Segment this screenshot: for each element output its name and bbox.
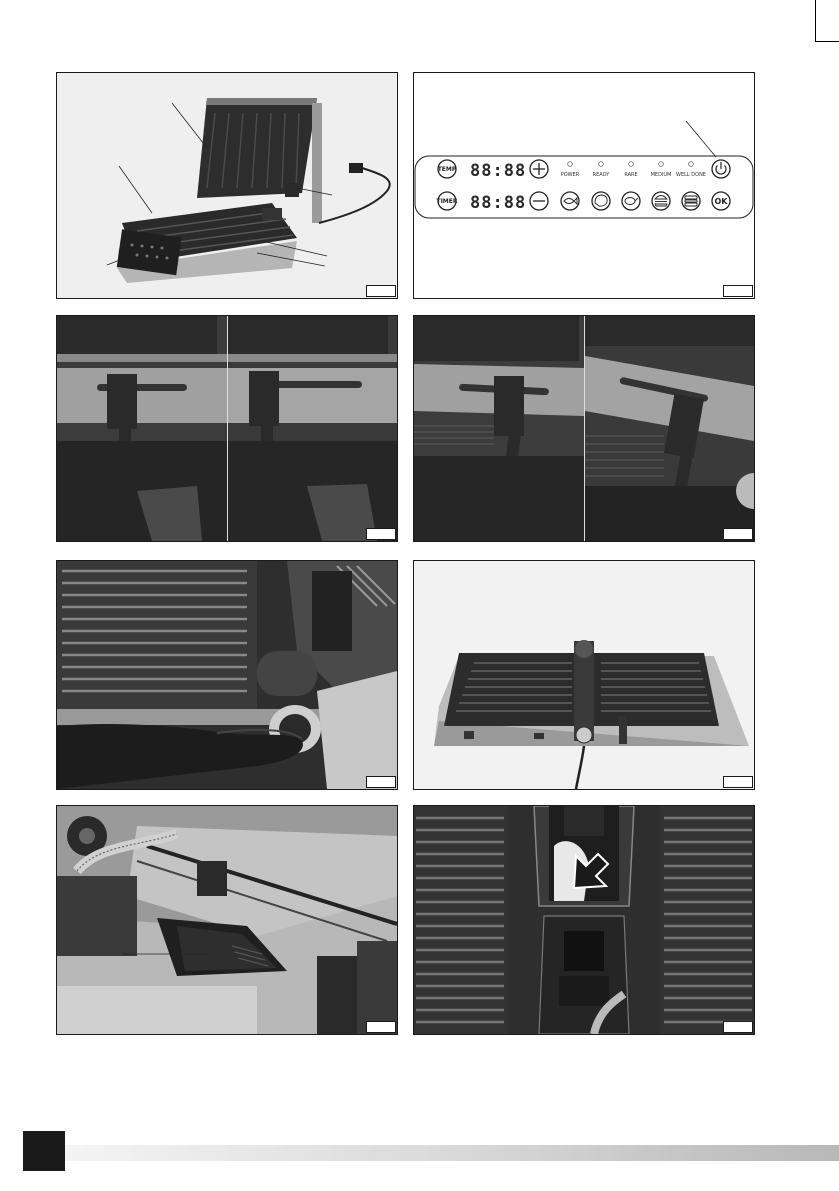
hinge-interior-photo bbox=[414, 806, 754, 1034]
sandwich-icon[interactable] bbox=[682, 192, 700, 210]
svg-text:OK: OK bbox=[714, 197, 728, 206]
steak-icon[interactable] bbox=[592, 192, 610, 210]
minus-button[interactable] bbox=[530, 192, 548, 210]
footer-gradient-bar bbox=[65, 1145, 839, 1161]
figure-handle-position-b bbox=[413, 315, 755, 542]
figure-control-panel bbox=[413, 72, 755, 299]
fish-icon[interactable] bbox=[561, 192, 579, 210]
figure-drip-tray bbox=[56, 805, 398, 1035]
timer-display: 88:88 bbox=[470, 193, 527, 213]
open-flat-photo bbox=[414, 561, 754, 789]
figure-number-tag bbox=[366, 776, 396, 788]
figure-number-tag bbox=[723, 528, 753, 540]
svg-text:POWER: POWER bbox=[560, 172, 580, 178]
figure-number-tag bbox=[723, 776, 753, 788]
chicken-icon[interactable] bbox=[622, 192, 640, 210]
control-panel-diagram bbox=[414, 73, 754, 298]
handle-position-b-photos bbox=[414, 316, 754, 541]
svg-text:RARE: RARE bbox=[624, 172, 638, 178]
figure-number-tag bbox=[723, 285, 753, 297]
figure-open-flat bbox=[413, 560, 755, 790]
temp-button[interactable] bbox=[438, 160, 457, 178]
drip-tray-photo bbox=[57, 806, 397, 1034]
svg-text:WELL DONE: WELL DONE bbox=[676, 172, 706, 178]
figure-hinge-release bbox=[56, 560, 398, 790]
figure-number-tag bbox=[366, 528, 396, 540]
crop-mark-top bbox=[815, 0, 816, 42]
svg-text:MEDIUM: MEDIUM bbox=[650, 172, 672, 178]
handle-position-a-photos bbox=[57, 316, 397, 541]
plus-button[interactable] bbox=[530, 160, 548, 178]
figure-handle-position-a bbox=[56, 315, 398, 542]
crop-mark-side bbox=[815, 41, 839, 42]
svg-text:TIMER: TIMER bbox=[436, 198, 458, 205]
burger-icon[interactable] bbox=[652, 192, 670, 210]
figure-number-tag bbox=[723, 1021, 753, 1033]
svg-text:TEMP: TEMP bbox=[437, 166, 457, 173]
page-number-block bbox=[23, 1131, 65, 1171]
ok-button[interactable] bbox=[712, 192, 730, 210]
grill-overview-image bbox=[57, 73, 397, 298]
figure-number-tag bbox=[366, 1021, 396, 1033]
power-button[interactable] bbox=[712, 160, 730, 178]
temperature-display: 88:88 bbox=[470, 161, 527, 181]
hinge-release-photo bbox=[57, 561, 397, 789]
figure-grill-overview bbox=[56, 72, 398, 299]
figure-hinge-interior bbox=[413, 805, 755, 1035]
figure-number-tag bbox=[366, 285, 396, 297]
svg-text:READY: READY bbox=[592, 172, 610, 178]
